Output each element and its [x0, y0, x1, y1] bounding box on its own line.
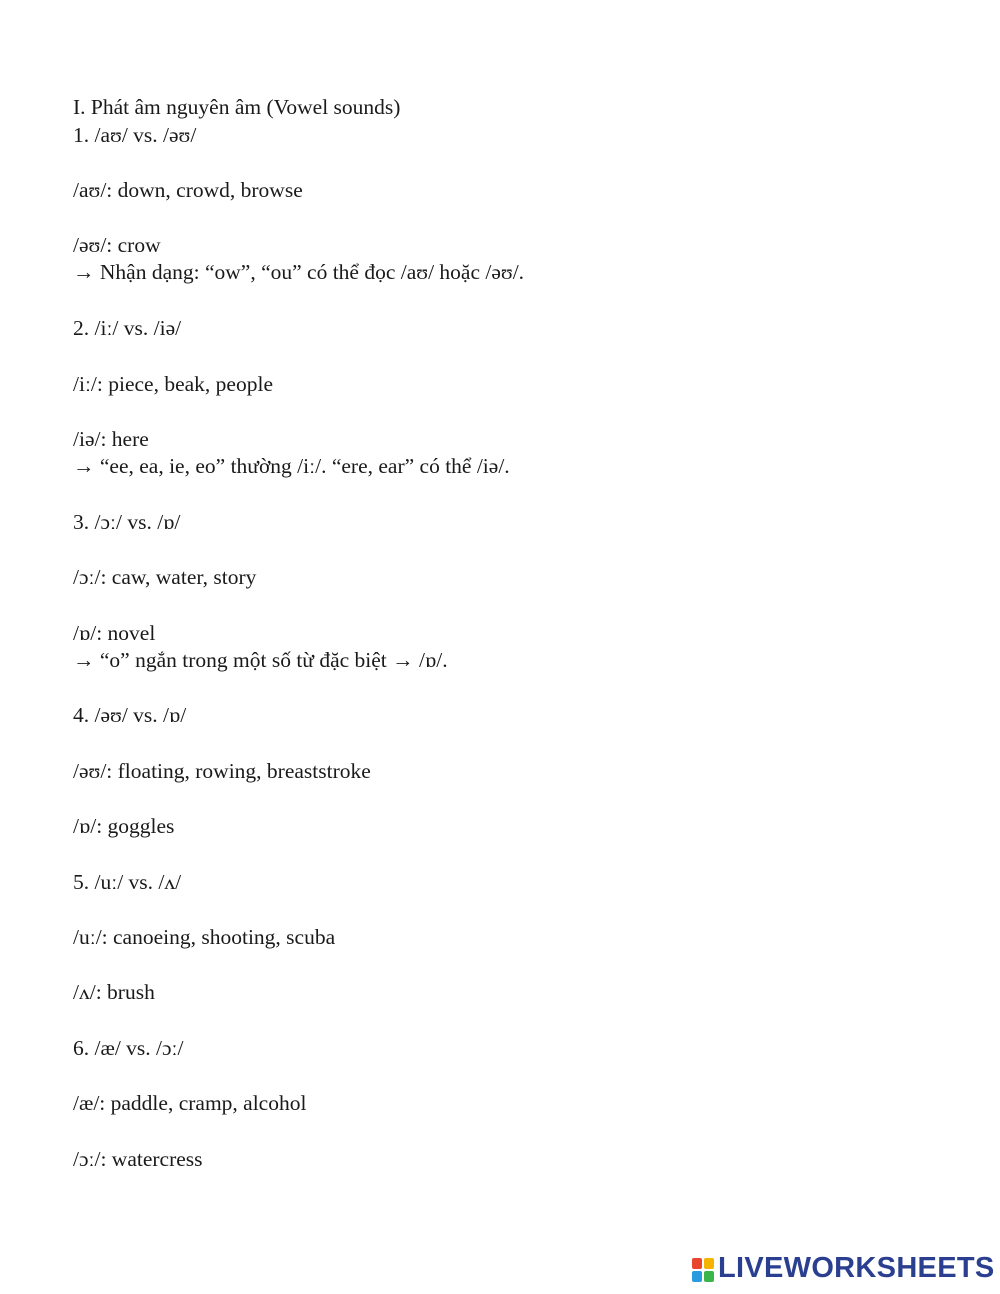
- note-line: → Nhận dạng: “ow”, “ou” có thể đọc /aʊ/ hoặc /əʊ/.: [73, 260, 525, 284]
- pair-heading: 5. /uː/ vs. /ʌ/: [73, 870, 182, 894]
- example-line: /əʊ/: floating, rowing, breaststroke: [73, 759, 371, 783]
- liveworksheets-logo-icon: [692, 1258, 714, 1282]
- example-line: /ɔː/: caw, water, story: [73, 565, 257, 589]
- liveworksheets-logo[interactable]: [692, 1252, 995, 1286]
- example-line: /uː/: canoeing, shooting, scuba: [73, 925, 336, 949]
- example-line: /ɒ/: goggles: [73, 814, 175, 838]
- example-line: /əʊ/: crow: [73, 233, 161, 257]
- section-heading-vowels: I. Phát âm nguyên âm (Vowel sounds): [73, 95, 401, 119]
- example-line: /iə/: here: [73, 427, 149, 451]
- pair-heading: 4. /əʊ/ vs. /ɒ/: [73, 703, 187, 727]
- logo-text: LIVEWORKSHEETS: [718, 1252, 995, 1284]
- pair-heading: 6. /æ/ vs. /ɔː/: [73, 1036, 184, 1060]
- pair-heading: 1. /aʊ/ vs. /əʊ/: [73, 123, 197, 147]
- example-line: /iː/: piece, beak, people: [73, 372, 273, 396]
- pair-heading: 3. /ɔː/ vs. /ɒ/: [73, 510, 181, 534]
- note-line: → “ee, ea, ie, eo” thường /iː/. “ere, ear” có thể /iə/.: [73, 454, 510, 478]
- example-line: /ɒ/: novel: [73, 621, 156, 645]
- example-line: /aʊ/: down, crowd, browse: [73, 178, 303, 202]
- example-line: /ɔː/: watercress: [73, 1147, 203, 1171]
- note-line: → “o” ngắn trong một số từ đặc biệt → /ɒ/.: [73, 648, 448, 672]
- example-line: /æ/: paddle, cramp, alcohol: [73, 1091, 307, 1115]
- example-line: /ʌ/: brush: [73, 980, 155, 1004]
- pair-heading: 2. /iː/ vs. /iə/: [73, 316, 182, 340]
